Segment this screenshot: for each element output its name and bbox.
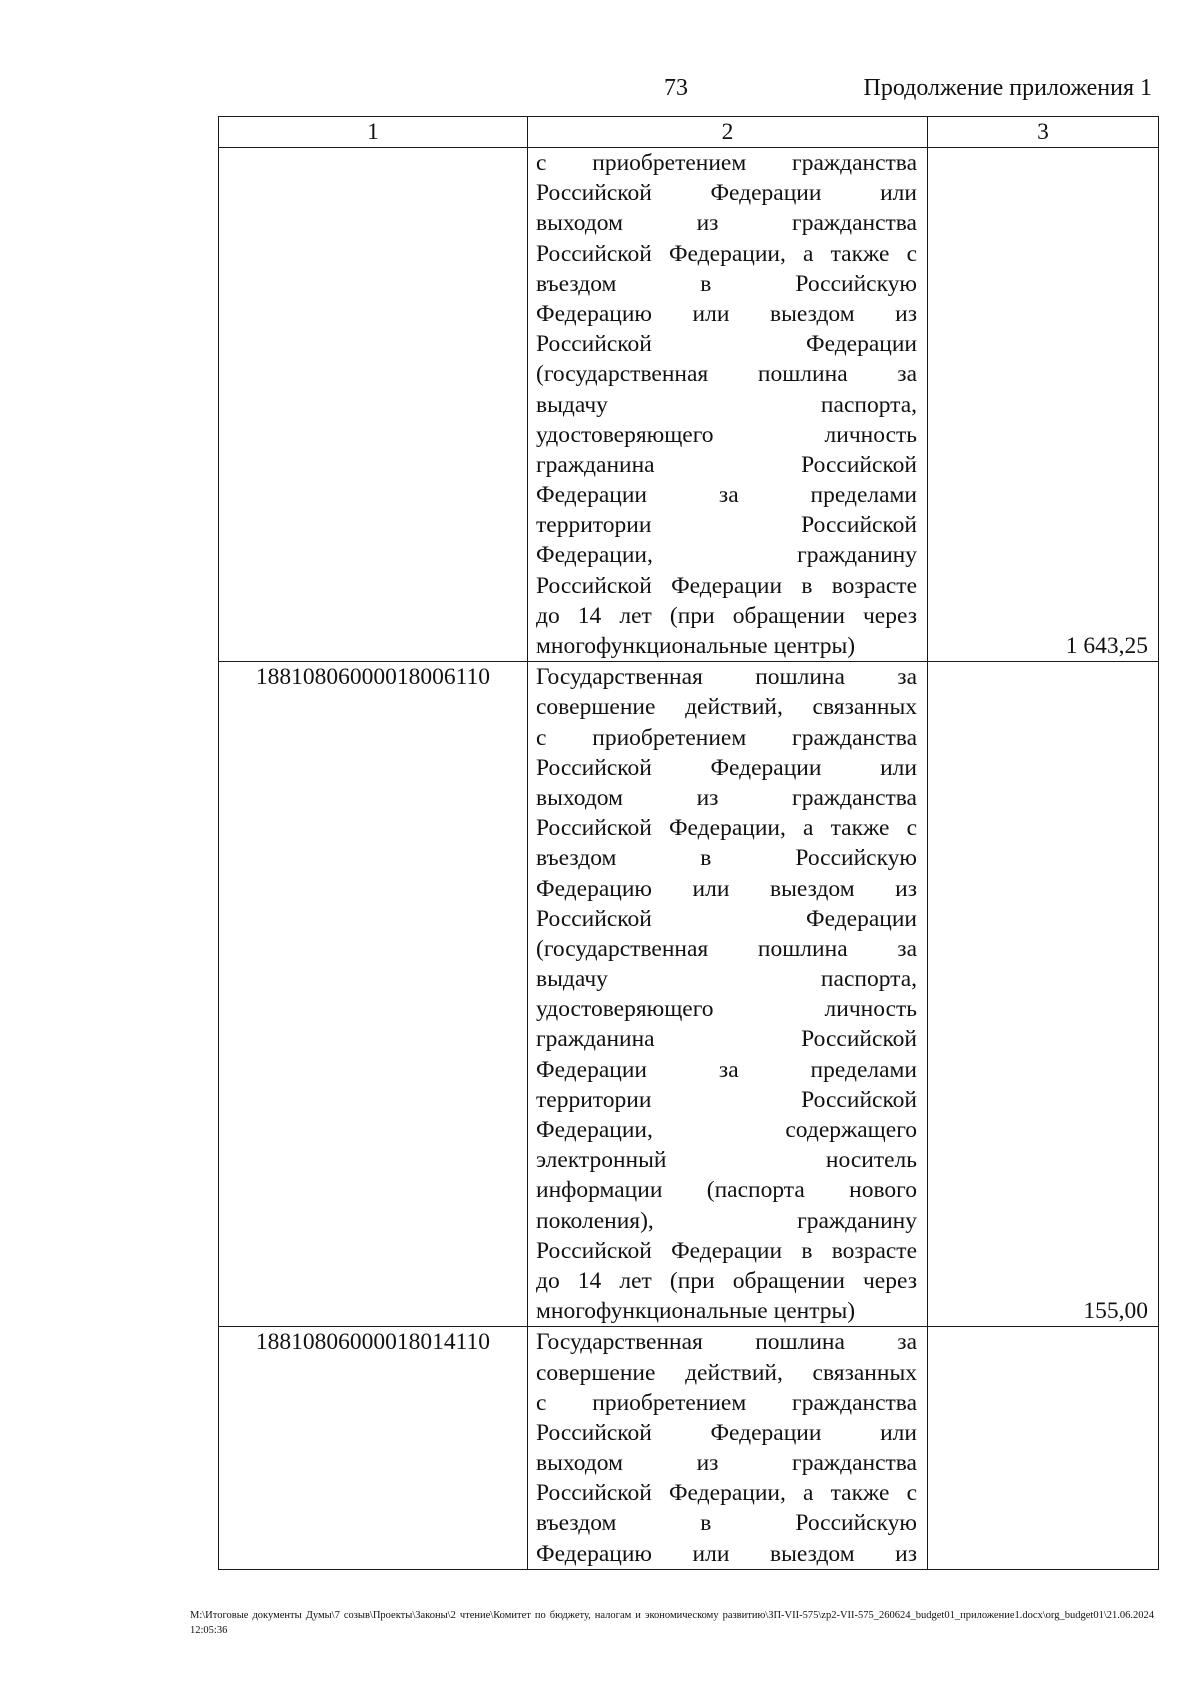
table-body (219, 148, 1159, 1570)
budget-code-cell: 18810806000018006110 (219, 662, 528, 1327)
description-line: Федерации, содержащего (536, 1117, 917, 1143)
description-line: выдачу паспорта, (536, 391, 917, 418)
description-line: Российской Федерации или (536, 1419, 917, 1446)
description-line: с приобретением гражданства (536, 724, 917, 751)
description-line: Российской Федерации, а также с (536, 815, 917, 842)
description-line: информации (паспорта нового (536, 1177, 917, 1204)
table-row (219, 148, 1159, 662)
budget-table (218, 116, 1159, 1570)
description-line: территории Российской (536, 1086, 917, 1113)
description-line: выходом из гражданства (536, 1450, 917, 1477)
description-line: Федерацию или выездом из (536, 300, 917, 327)
amount-cell: 155,00 (928, 662, 1159, 1327)
budget-code-cell: 18810806000018014110 (219, 1327, 528, 1570)
column-header-2: 2 (528, 117, 928, 148)
column-header-3: 3 (928, 117, 1159, 148)
description-cell (528, 148, 928, 662)
description-line: Федерацию или выездом из (536, 1540, 917, 1567)
description-line: Федерации за пределами (536, 1056, 917, 1083)
description-cell (528, 1327, 928, 1570)
description-line: многофункциональные центры) (536, 633, 856, 659)
description-line: Российской Федерации или (536, 180, 917, 207)
footer-file-path: M:\Итоговые документы Думы\7 созыв\Проекты\Законы\2 чтение\Комитет по бюджету, налогам и экономическому развитию\ЗП-VII-575\zp2-VII-575_260624_budget01_приложение1.docx\org_budget01\21.06.2024 12:05:36 (190, 1610, 1154, 1636)
column-header-1: 1 (219, 117, 528, 148)
description-line: Федерацию или выездом из (536, 875, 917, 902)
amount-cell: 1 643,25 (928, 148, 1159, 662)
description-line: многофункциональные центры) (536, 1298, 856, 1325)
description-line: (государственная пошлина за (536, 935, 917, 962)
budget-code-cell (219, 148, 528, 662)
description-line: Российской Федерации в возрасте (536, 1237, 917, 1264)
description-line: удостоверяющего личность (536, 421, 917, 448)
description-line: гражданина Российской (536, 451, 917, 478)
description-line: Государственная пошлина за (536, 664, 917, 691)
description-line: с приобретением гражданства (536, 1389, 917, 1416)
description-line: выходом из гражданства (536, 784, 917, 811)
description-line: (государственная пошлина за (536, 361, 917, 388)
description-line: поколения), гражданину (536, 1207, 917, 1234)
description-line: до 14 лет (при обращении через (536, 602, 917, 629)
table-row (219, 1327, 1159, 1570)
description-line: Российской Федерации (536, 331, 917, 358)
continuation-label: Продолжение приложения 1 (863, 75, 1152, 101)
description-line: Российской Федерации, а также с (536, 1480, 917, 1507)
description-line: территории Российской (536, 512, 917, 539)
description-line: удостоверяющего личность (536, 996, 917, 1023)
description-line: выдачу паспорта, (536, 966, 917, 993)
amount-cell (928, 1327, 1159, 1570)
description-line: Российской Федерации, а также с (536, 240, 917, 267)
description-line: гражданина Российской (536, 1026, 917, 1053)
description-line: Государственная пошлина за (536, 1329, 917, 1356)
table-header-row (219, 117, 1159, 148)
description-line: до 14 лет (при обращении через (536, 1267, 917, 1294)
description-line: въездом в Российскую (536, 1510, 917, 1537)
description-line: Федерации, гражданину (536, 542, 917, 569)
description-line: электронный носитель (536, 1147, 917, 1174)
description-line: Российской Федерации (536, 905, 917, 932)
description-line: Российской Федерации или (536, 754, 917, 781)
table-row (219, 662, 1159, 1327)
description-line: Федерации за пределами (536, 482, 917, 509)
description-line: совершение действий, связанных (536, 1359, 917, 1386)
description-line: въездом в Российскую (536, 845, 917, 872)
description-cell (528, 662, 928, 1327)
description-line: Российской Федерации в возрасте (536, 572, 917, 599)
description-line: выходом из гражданства (536, 210, 917, 237)
description-line: въездом в Российскую (536, 270, 917, 297)
description-line: с приобретением гражданства (536, 150, 917, 176)
description-line: совершение действий, связанных (536, 694, 917, 721)
page-number: 73 (664, 75, 688, 101)
